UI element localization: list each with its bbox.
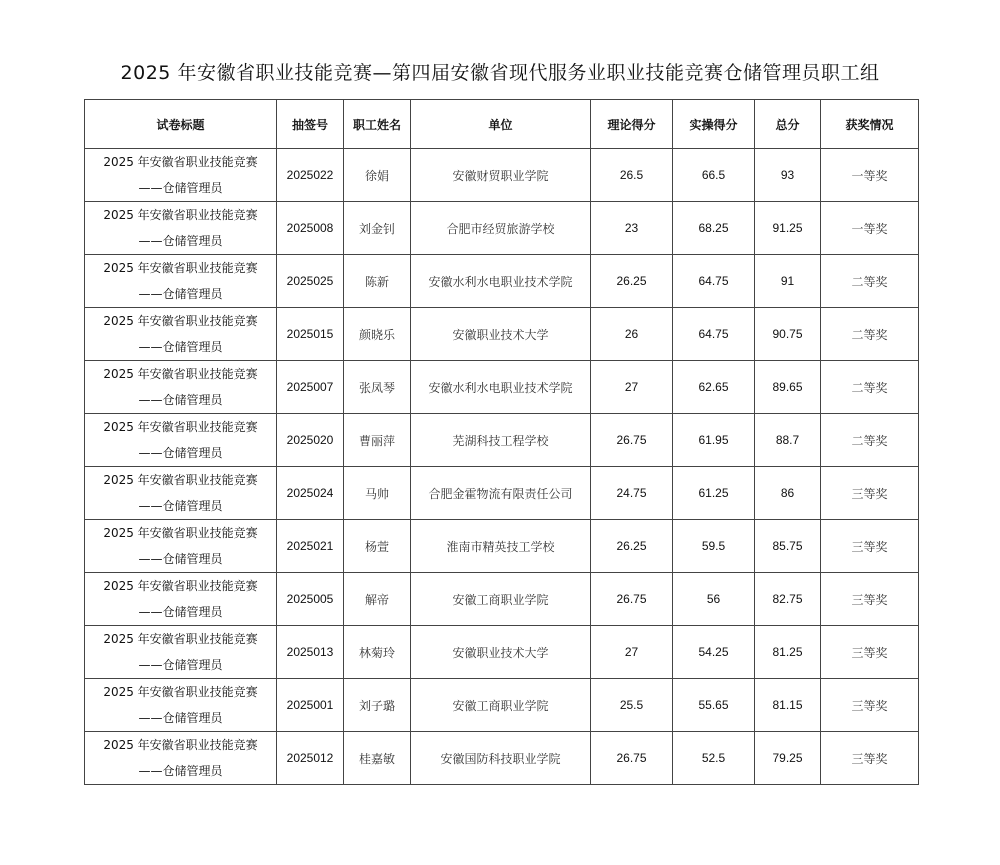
cell-employee-name: 杨萱 (344, 520, 411, 573)
cell-paper-title (85, 520, 277, 573)
cell-paper-title (85, 255, 277, 308)
cell-theory-score: 26.75 (591, 732, 673, 785)
cell-draw-number: 2025021 (277, 520, 344, 573)
paper-title-line1: 2025 年安徽省职业技能竞赛 (103, 208, 258, 222)
table-row (85, 626, 919, 679)
cell-practical-score: 52.5 (673, 732, 755, 785)
paper-title-line2: ——仓储管理员 (138, 658, 223, 672)
cell-award: 一等奖 (821, 149, 919, 202)
cell-employee-name: 徐娟 (344, 149, 411, 202)
cell-unit: 芜湖科技工程学校 (411, 414, 591, 467)
cell-total-score: 85.75 (755, 520, 821, 573)
cell-theory-score: 26.5 (591, 149, 673, 202)
cell-draw-number: 2025007 (277, 361, 344, 414)
table-row (85, 361, 919, 414)
cell-theory-score: 24.75 (591, 467, 673, 520)
cell-practical-score: 64.75 (673, 255, 755, 308)
cell-total-score: 89.65 (755, 361, 821, 414)
cell-paper-title (85, 414, 277, 467)
cell-paper-title (85, 732, 277, 785)
cell-award: 二等奖 (821, 361, 919, 414)
cell-employee-name: 张凤琴 (344, 361, 411, 414)
table-header-row (85, 100, 919, 149)
table-row (85, 573, 919, 626)
results-table (84, 99, 919, 785)
cell-theory-score: 25.5 (591, 679, 673, 732)
cell-employee-name: 马帅 (344, 467, 411, 520)
cell-practical-score: 59.5 (673, 520, 755, 573)
cell-draw-number: 2025025 (277, 255, 344, 308)
cell-practical-score: 68.25 (673, 202, 755, 255)
cell-theory-score: 26 (591, 308, 673, 361)
header-draw-number: 抽签号 (277, 100, 344, 149)
cell-paper-title (85, 573, 277, 626)
cell-paper-title (85, 626, 277, 679)
cell-draw-number: 2025020 (277, 414, 344, 467)
cell-draw-number: 2025008 (277, 202, 344, 255)
paper-title-line1: 2025 年安徽省职业技能竞赛 (103, 738, 258, 752)
table-row (85, 255, 919, 308)
cell-theory-score: 27 (591, 626, 673, 679)
cell-total-score: 91 (755, 255, 821, 308)
paper-title-line1: 2025 年安徽省职业技能竞赛 (103, 473, 258, 487)
cell-draw-number: 2025022 (277, 149, 344, 202)
paper-title-line2: ——仓储管理员 (138, 499, 223, 513)
cell-award: 三等奖 (821, 573, 919, 626)
cell-total-score: 88.7 (755, 414, 821, 467)
table-row (85, 149, 919, 202)
cell-award: 二等奖 (821, 414, 919, 467)
paper-title-line1: 2025 年安徽省职业技能竞赛 (103, 261, 258, 275)
cell-employee-name: 刘子璐 (344, 679, 411, 732)
cell-practical-score: 61.95 (673, 414, 755, 467)
cell-practical-score: 56 (673, 573, 755, 626)
table-row (85, 414, 919, 467)
cell-theory-score: 26.75 (591, 573, 673, 626)
cell-practical-score: 62.65 (673, 361, 755, 414)
cell-unit: 安徽水利水电职业技术学院 (411, 361, 591, 414)
paper-title-line1: 2025 年安徽省职业技能竞赛 (103, 155, 258, 169)
cell-theory-score: 26.75 (591, 414, 673, 467)
cell-employee-name: 林菊玲 (344, 626, 411, 679)
cell-draw-number: 2025015 (277, 308, 344, 361)
paper-title-line2: ——仓储管理员 (138, 340, 223, 354)
paper-title-line2: ——仓储管理员 (138, 287, 223, 301)
cell-award: 三等奖 (821, 467, 919, 520)
paper-title-line2: ——仓储管理员 (138, 234, 223, 248)
paper-title-line1: 2025 年安徽省职业技能竞赛 (103, 314, 258, 328)
header-employee-name: 职工姓名 (344, 100, 411, 149)
header-total-score: 总分 (755, 100, 821, 149)
paper-title-line2: ——仓储管理员 (138, 605, 223, 619)
cell-employee-name: 桂嘉敏 (344, 732, 411, 785)
paper-title-line1: 2025 年安徽省职业技能竞赛 (103, 632, 258, 646)
cell-practical-score: 55.65 (673, 679, 755, 732)
cell-award: 三等奖 (821, 520, 919, 573)
cell-practical-score: 54.25 (673, 626, 755, 679)
paper-title-line2: ——仓储管理员 (138, 446, 223, 460)
table-row (85, 308, 919, 361)
cell-theory-score: 26.25 (591, 520, 673, 573)
cell-draw-number: 2025012 (277, 732, 344, 785)
cell-draw-number: 2025001 (277, 679, 344, 732)
cell-practical-score: 66.5 (673, 149, 755, 202)
paper-title-line1: 2025 年安徽省职业技能竞赛 (103, 367, 258, 381)
cell-total-score: 91.25 (755, 202, 821, 255)
cell-paper-title (85, 308, 277, 361)
document-title: 2025 年安徽省职业技能竞赛—第四届安徽省现代服务业职业技能竞赛仓储管理员职工组 (120, 62, 880, 84)
cell-total-score: 81.15 (755, 679, 821, 732)
header-paper-title: 试卷标题 (85, 100, 277, 149)
paper-title-line1: 2025 年安徽省职业技能竞赛 (103, 420, 258, 434)
paper-title-line1: 2025 年安徽省职业技能竞赛 (103, 685, 258, 699)
cell-practical-score: 61.25 (673, 467, 755, 520)
table-row (85, 202, 919, 255)
cell-paper-title (85, 202, 277, 255)
cell-unit: 安徽工商职业学院 (411, 573, 591, 626)
cell-total-score: 81.25 (755, 626, 821, 679)
table-row (85, 520, 919, 573)
cell-total-score: 86 (755, 467, 821, 520)
paper-title-line2: ——仓储管理员 (138, 711, 223, 725)
cell-award: 二等奖 (821, 255, 919, 308)
cell-unit: 安徽财贸职业学院 (411, 149, 591, 202)
cell-unit: 安徽职业技术大学 (411, 308, 591, 361)
cell-award: 一等奖 (821, 202, 919, 255)
cell-unit: 安徽职业技术大学 (411, 626, 591, 679)
cell-theory-score: 23 (591, 202, 673, 255)
header-unit: 单位 (411, 100, 591, 149)
cell-paper-title (85, 467, 277, 520)
header-award: 获奖情况 (821, 100, 919, 149)
cell-award: 二等奖 (821, 308, 919, 361)
cell-employee-name: 刘金钊 (344, 202, 411, 255)
cell-total-score: 79.25 (755, 732, 821, 785)
header-theory-score: 理论得分 (591, 100, 673, 149)
table-row (85, 679, 919, 732)
cell-paper-title (85, 149, 277, 202)
paper-title-line1: 2025 年安徽省职业技能竞赛 (103, 579, 258, 593)
cell-total-score: 82.75 (755, 573, 821, 626)
paper-title-line2: ——仓储管理员 (138, 393, 223, 407)
cell-employee-name: 陈新 (344, 255, 411, 308)
cell-employee-name: 解帝 (344, 573, 411, 626)
cell-unit: 合肥市经贸旅游学校 (411, 202, 591, 255)
cell-paper-title (85, 679, 277, 732)
cell-practical-score: 64.75 (673, 308, 755, 361)
table-row (85, 732, 919, 785)
cell-award: 三等奖 (821, 732, 919, 785)
cell-paper-title (85, 361, 277, 414)
cell-employee-name: 颜晓乐 (344, 308, 411, 361)
cell-draw-number: 2025024 (277, 467, 344, 520)
cell-unit: 安徽工商职业学院 (411, 679, 591, 732)
cell-theory-score: 27 (591, 361, 673, 414)
cell-unit: 合肥金霍物流有限责任公司 (411, 467, 591, 520)
cell-award: 三等奖 (821, 626, 919, 679)
cell-total-score: 93 (755, 149, 821, 202)
header-practical-score: 实操得分 (673, 100, 755, 149)
paper-title-line1: 2025 年安徽省职业技能竞赛 (103, 526, 258, 540)
cell-unit: 淮南市精英技工学校 (411, 520, 591, 573)
cell-award: 三等奖 (821, 679, 919, 732)
cell-employee-name: 曹丽萍 (344, 414, 411, 467)
cell-theory-score: 26.25 (591, 255, 673, 308)
cell-unit: 安徽水利水电职业技术学院 (411, 255, 591, 308)
table-row (85, 467, 919, 520)
cell-draw-number: 2025005 (277, 573, 344, 626)
cell-total-score: 90.75 (755, 308, 821, 361)
cell-unit: 安徽国防科技职业学院 (411, 732, 591, 785)
paper-title-line2: ——仓储管理员 (138, 764, 223, 778)
paper-title-line2: ——仓储管理员 (138, 181, 223, 195)
paper-title-line2: ——仓储管理员 (138, 552, 223, 566)
cell-draw-number: 2025013 (277, 626, 344, 679)
